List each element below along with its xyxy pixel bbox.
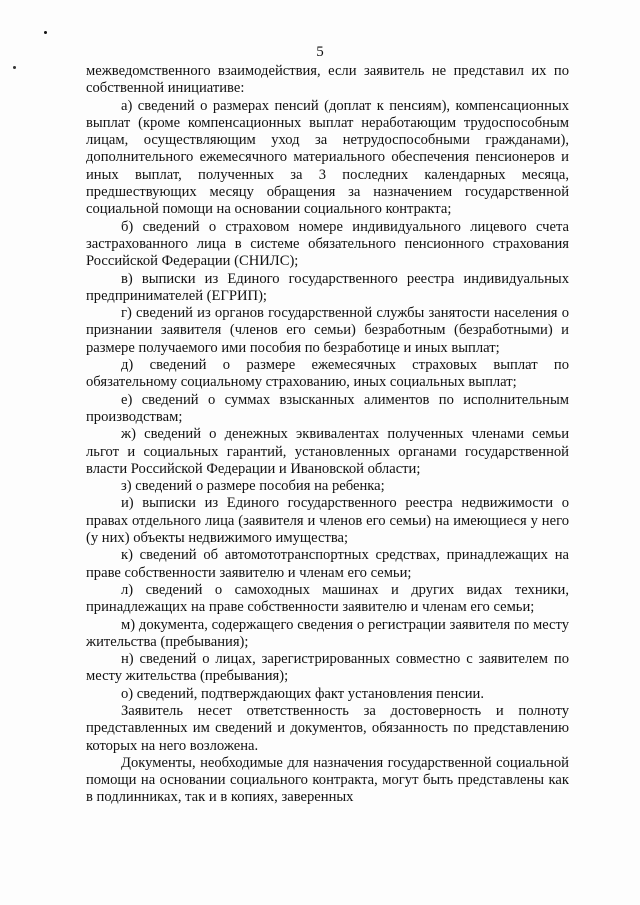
- list-item-e: е) сведений о суммах взысканных алиментов по исполнительным производствам;: [86, 391, 569, 425]
- list-item-v: в) выписки из Единого государственного реестра индивидуальных предпринимателей (ЕГРИП);: [86, 270, 569, 304]
- list-item-z: з) сведений о размере пособия на ребенка;: [121, 478, 385, 495]
- document-body: [86, 63, 569, 807]
- list-item-k: к) сведений об автомототранспортных средствах, принадлежащих на праве собственности заявителю и членам его семьи;: [86, 547, 569, 581]
- scan-speck: [13, 66, 16, 69]
- list-item-a: а) сведений о размерах пенсий (доплат к пенсиям), компенсационных выплат (кроме компенсационных выплат неработающим трудоспособным лицам, осуществляющим уход за нетрудоспособными гражданами), дополнительного ежемесячного материального обеспечения пенсионеров и иных выплат, полученных за 3 последних календарных месяца, предшествующих месяцу обращения за назначением государственной социальной помощи на основании социального контракта;: [86, 97, 569, 218]
- list-item-n: н) сведений о лицах, зарегистрированных совместно с заявителем по месту жительства (пребывания);: [86, 651, 569, 685]
- paragraph-continuation: межведомственного взаимодействия, если заявитель не представил их по собственной инициативе:: [86, 63, 569, 97]
- list-item-g: г) сведений из органов государственной службы занятости населения о признании заявителя (членов его семьи) безработным (безработными) и размере получаемого ими пособия по безработице и иных выплат;: [86, 305, 569, 356]
- list-item-d: д) сведений о размере ежемесячных страховых выплат по обязательному социальному страхованию, иных социальных выплат;: [86, 357, 569, 391]
- list-item-m: м) документа, содержащего сведения о регистрации заявителя по месту жительства (пребывания);: [86, 616, 569, 650]
- scan-speck: [44, 31, 47, 34]
- list-item-zh: ж) сведений о денежных эквивалентах полученных членами семьи льгот и социальных гарантий, установленных органами государственной власти Российской Федерации и Ивановской области;: [86, 426, 569, 477]
- documents-paragraph: Документы, необходимые для назначения государственной социальной помощи на основании социального контракта, могут быть представлены как в подлинниках, так и в копиях, заверенных: [86, 754, 569, 806]
- list-item-o: о) сведений, подтверждающих факт установления пенсии.: [121, 685, 485, 702]
- responsibility-paragraph: Заявитель несет ответственность за достоверность и полноту представленных им сведений и документов, обязанность по представлению которых на него возложена.: [86, 702, 569, 754]
- page-number: 5: [316, 44, 324, 60]
- list-item-l: л) сведений о самоходных машинах и других видах техники, принадлежащих на праве собственности заявителю и членам его семьи;: [86, 581, 569, 616]
- list-item-b: б) сведений о страховом номере индивидуального лицевого счета застрахованного лица в системе обязательного пенсионного страхования Российской Федерации (СНИЛС);: [86, 218, 569, 270]
- list-item-i: и) выписки из Единого государственного реестра недвижимости о правах отдельного лица (заявителя и членов его семьи) на имеющиеся у него (у них) объекты недвижимого имущества;: [86, 495, 569, 547]
